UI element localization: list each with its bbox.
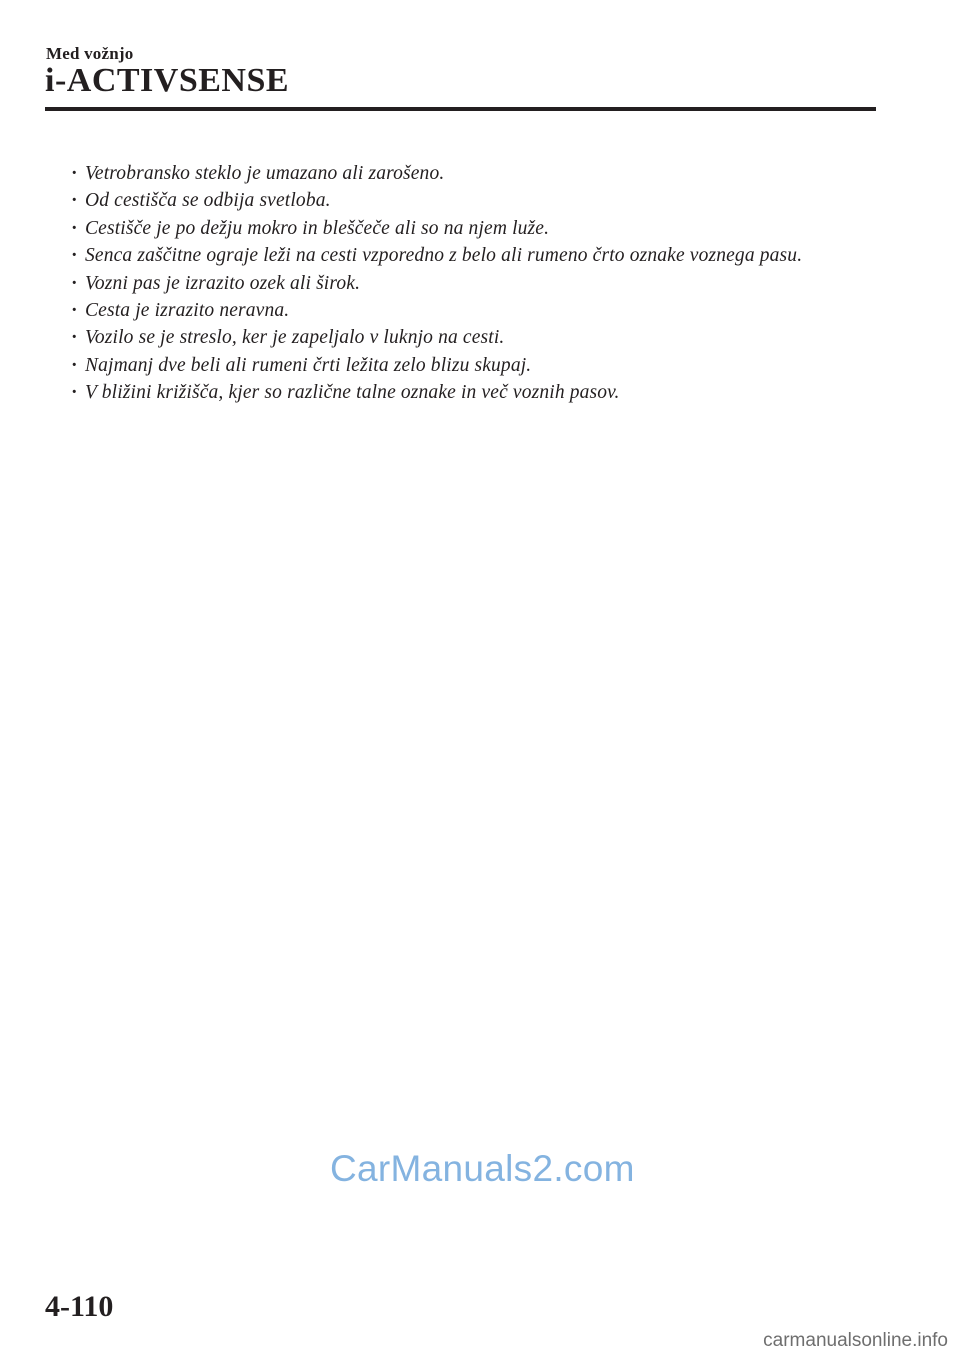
list-item (70, 297, 870, 324)
list-item-text: Vetrobransko steklo je umazano ali zarošeno. (85, 163, 445, 184)
list-item (70, 187, 870, 214)
bullet-icon: · (71, 190, 78, 212)
list-item (70, 242, 870, 269)
site-watermark: carmanualsonline.info (763, 1330, 948, 1351)
list-item (70, 270, 870, 297)
bullet-icon: · (71, 217, 78, 239)
list-item-text: Najmanj dve beli ali rumeni črti ležita zelo blizu skupaj. (85, 354, 532, 376)
list-item-text: Vozni pas je izrazito ozek ali širok. (85, 272, 361, 294)
condition-list (70, 160, 870, 407)
bullet-icon: · (71, 327, 78, 349)
list-item (70, 379, 870, 406)
list-item (70, 324, 870, 351)
page-number: 4-110 (45, 1290, 114, 1323)
list-item (70, 160, 870, 187)
list-item (70, 352, 870, 379)
list-item-text: V bližini križišča, kjer so različne talne oznake in več voznih pasov. (85, 382, 620, 404)
list-item (70, 215, 870, 242)
title-divider (45, 107, 876, 111)
bullet-icon: · (71, 300, 78, 322)
list-item-text: Cestišče je po dežju mokro in bleščeče ali so na njem luže. (85, 217, 550, 239)
section-label: Med vožnjo (46, 44, 134, 63)
list-item-text: Senca zaščitne ograje leži na cesti vzporedno z belo ali rumeno črto oznake voznega pasu. (85, 245, 803, 267)
list-item-text: Vozilo se je streslo, ker je zapeljalo v luknjo na cesti. (85, 327, 505, 349)
list-item-text: Cesta je izrazito neravna. (85, 300, 290, 322)
bullet-icon: · (71, 245, 78, 267)
bullet-icon: · (71, 354, 78, 376)
bullet-icon: · (71, 163, 78, 184)
bullet-icon: · (71, 382, 78, 404)
list-item-text: Od cestišča se odbija svetloba. (85, 190, 331, 212)
watermark-logo: CarManuals2.com (330, 1148, 635, 1189)
page-title: i-ACTIVSENSE (45, 62, 290, 99)
bullet-icon: · (71, 272, 78, 294)
